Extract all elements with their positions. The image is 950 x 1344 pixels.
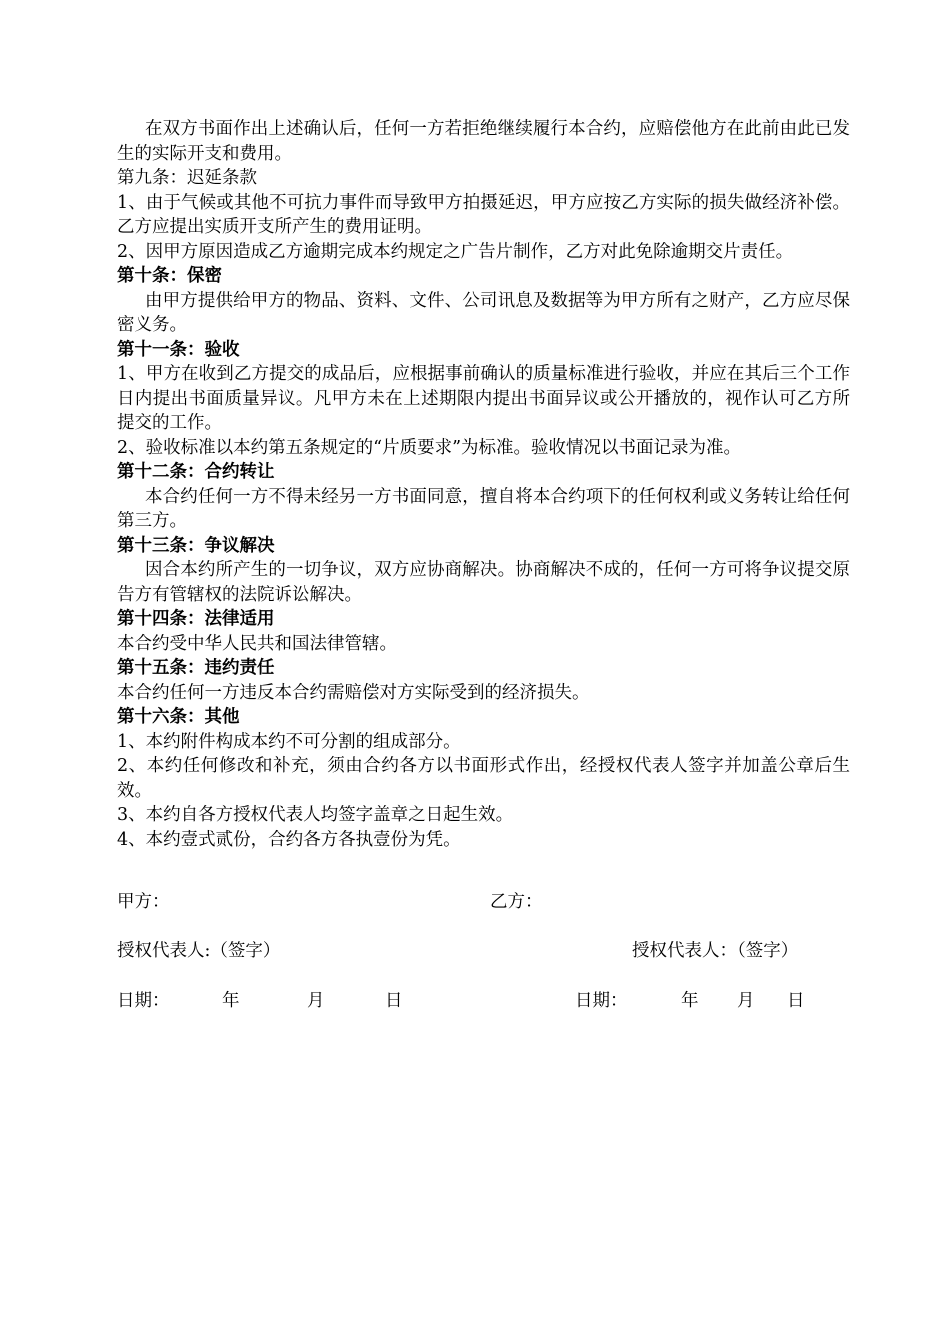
article-10-body: 由甲方提供给甲方的物品、资料、文件、公司讯息及数据等为甲方所有之财产，乙方应尽保密义务。: [117, 290, 850, 335]
article-16-clause-2: 2、本约任何修改和补充，须由合约各方以书面形式作出，经授权代表人签字并加盖公章后生效。: [117, 756, 850, 801]
article-16-clause-1: 1、本约附件构成本约不可分割的组成部分。: [117, 731, 461, 752]
article-9-clause-1: 1、由于气候或其他不可抗力事件而导致甲方拍摄延迟，甲方应按乙方实际的损失做经济补偿。乙方应提出实质开支所产生的费用证明。: [117, 192, 850, 237]
article-14-body: 本合约受中华人民共和国法律管辖。: [117, 633, 397, 654]
article-11-clause-1: 1、甲方在收到乙方提交的成品后，应根据事前确认的质量标准进行验收，并应在其后三个工作日内提出书面质量异议。凡甲方未在上述期限内提出书面异议或公开播放的，视作认可乙方所提交的工作。: [117, 364, 850, 433]
article-13-heading: 第十三条：争议解决: [117, 535, 275, 556]
party-a-date-year: 年: [222, 991, 240, 1011]
article-15-heading: 第十五条：违约责任: [117, 658, 275, 678]
party-b-date-day: 日: [787, 991, 805, 1011]
party-b-date-month: 月: [737, 991, 755, 1011]
article-12-heading: 第十二条：合约转让: [117, 462, 275, 482]
confirmation-paragraph: 在双方书面作出上述确认后，任何一方若拒绝继续履行本合约，应赔偿他方在此前由此已发生的实际开支和费用。: [117, 119, 850, 164]
party-a-date-day: 日: [385, 991, 403, 1011]
party-a-date-month: 月: [307, 991, 325, 1011]
article-16-clause-3: 3、本约自各方授权代表人均签字盖章之日起生效。: [117, 805, 514, 825]
article-12-body: 本合约任何一方不得未经另一方书面同意，擅自将本合约项下的任何权利或义务转让给任何第三方。: [117, 486, 850, 531]
contract-body: [117, 117, 850, 852]
article-11-clause-2: 2、验收标准以本约第五条规定的“片质要求”为标准。验收情况以书面记录为准。: [117, 437, 742, 458]
party-b-label: 乙方：: [490, 892, 543, 912]
party-b-representative-signature: 授权代表人：（签字）: [632, 941, 799, 961]
article-15-body: 本合约任何一方违反本合约需赔偿对方实际受到的经济损失。: [117, 682, 590, 703]
party-a-label: 甲方：: [117, 892, 170, 912]
party-b-date-year: 年: [681, 991, 699, 1011]
article-10-heading: 第十条：保密: [117, 266, 222, 286]
article-16-heading: 第十六条：其他: [117, 707, 240, 727]
party-a-representative-signature: 授权代表人:（签字）: [117, 941, 281, 961]
article-16-clause-4: 4、本约壹式贰份，合约各方各执壹份为凭。: [117, 829, 461, 850]
article-14-heading: 第十四条：法律适用: [117, 609, 275, 629]
article-9-clause-2: 2、因甲方原因造成乙方逾期完成本约规定之广告片制作，乙方对此免除逾期交片责任。: [117, 241, 794, 262]
article-11-heading: 第十一条：验收: [117, 339, 240, 360]
party-b-date-label: 日期：: [575, 991, 628, 1011]
article-9-heading: 第九条：迟延条款: [117, 168, 257, 188]
article-13-body: 因合本约所产生的一切争议，双方应协商解决。协商解决不成的，任何一方可将争议提交原告方有管辖权的法院诉讼解决。: [117, 560, 850, 605]
party-a-date-label: 日期：: [117, 991, 170, 1011]
